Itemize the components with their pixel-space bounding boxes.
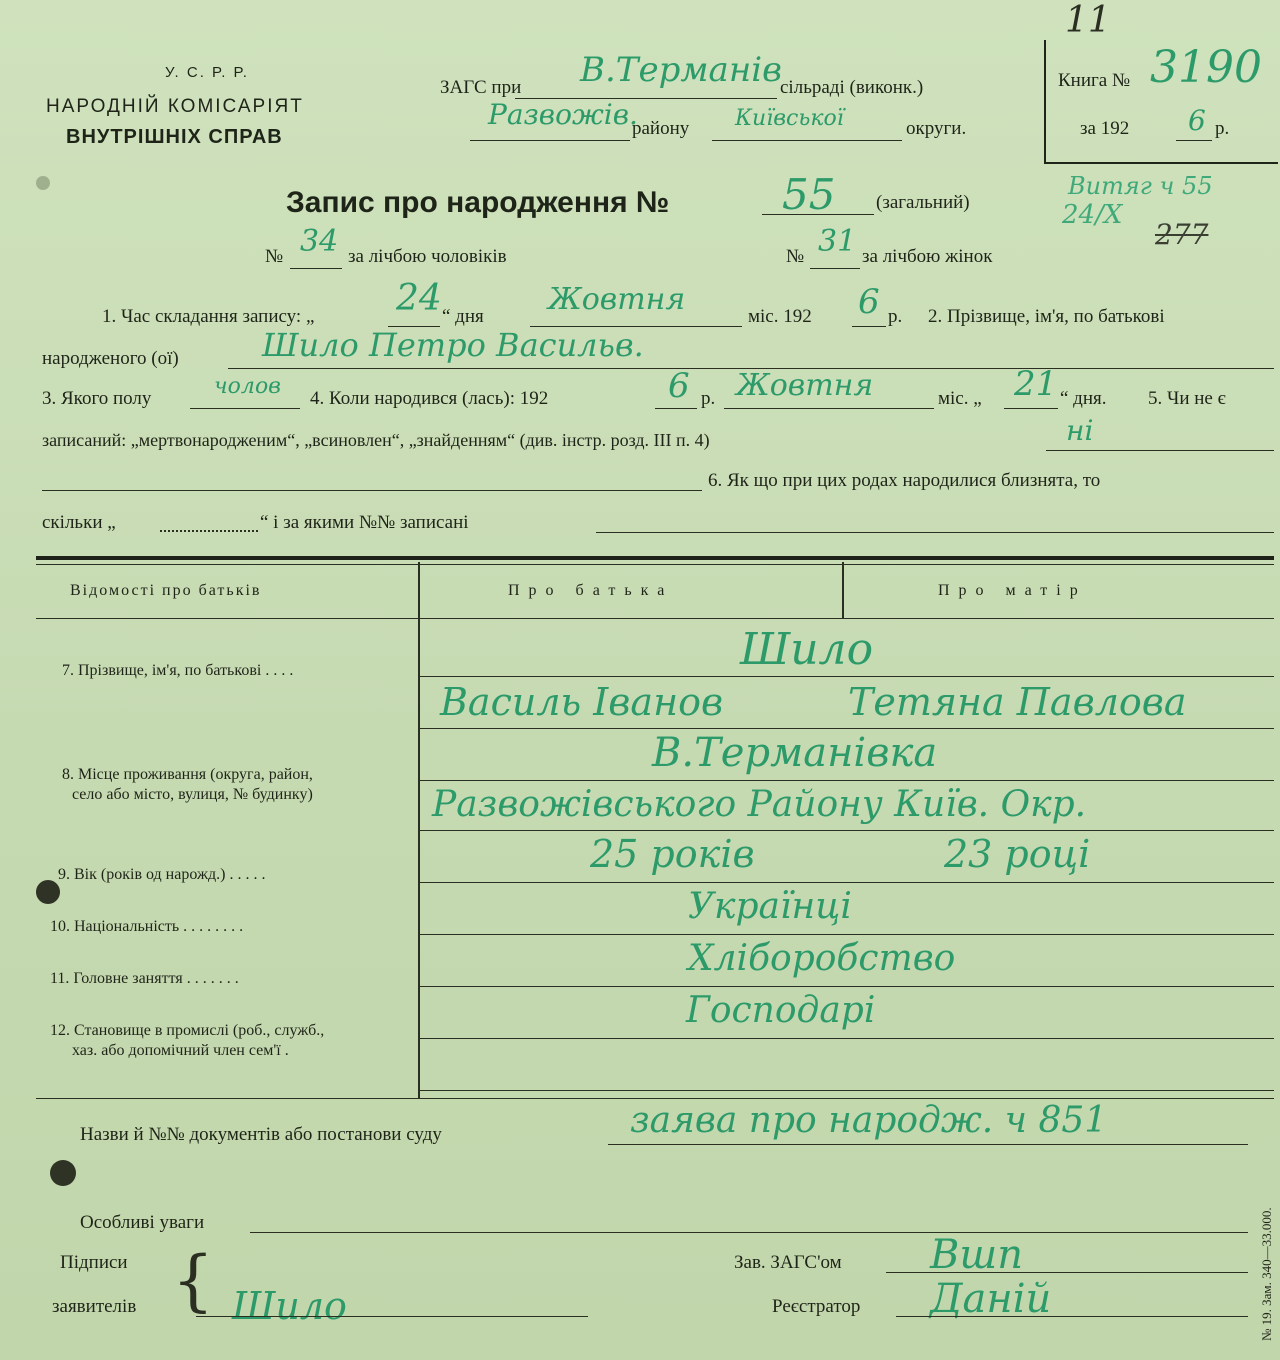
margin-note-line1: Витяг ч 55 bbox=[1068, 172, 1213, 200]
row8-label-b: село або місто, вулиця, № будинку) bbox=[72, 786, 313, 803]
field5-answer-handwritten: ні bbox=[1066, 414, 1094, 447]
zags-district-label: району bbox=[632, 118, 690, 139]
table-place-line1-handwritten: В.Терманівка bbox=[652, 730, 938, 776]
documents-handwritten: заява про народж. ч 851 bbox=[630, 1100, 1108, 1141]
book-mark-handwritten: 11 bbox=[1065, 0, 1111, 41]
registrar-line bbox=[896, 1316, 1248, 1317]
field4-day-label: “ дня. bbox=[1060, 388, 1107, 409]
field4-month-handwritten: Жовтня bbox=[736, 368, 874, 403]
table-row-line bbox=[420, 882, 1274, 883]
commissariat-heading: НАРОДНІЙ КОМІСАРІЯТ bbox=[46, 96, 304, 117]
table-row-line bbox=[420, 986, 1274, 987]
table-row-line bbox=[420, 934, 1274, 935]
ussr-heading: У. С. Р. Р. bbox=[165, 64, 249, 81]
zags-okrug-label: округи. bbox=[906, 118, 967, 139]
zags-district-line bbox=[470, 140, 630, 141]
table-father-name-handwritten: Василь Іванов bbox=[440, 680, 724, 724]
zags-district-handwritten: Развожів. bbox=[488, 98, 638, 131]
field3-line bbox=[190, 408, 300, 409]
binding-hole bbox=[36, 176, 50, 190]
men-count-prefix: № bbox=[265, 246, 284, 267]
table-header-rule bbox=[36, 618, 1274, 619]
row12-label-b: хаз. або допомічний член сем'ї . bbox=[72, 1042, 289, 1059]
row8-label-a: 8. Місце проживання (округа, район, bbox=[62, 766, 313, 783]
women-count-prefix: № bbox=[786, 246, 805, 267]
notes-line bbox=[250, 1232, 1248, 1233]
field6-line bbox=[596, 532, 1274, 533]
field3-sex-handwritten: чолов bbox=[214, 374, 281, 399]
women-count-line bbox=[810, 268, 860, 269]
registrar-signature-handwritten: Даній bbox=[930, 1276, 1052, 1322]
table-row-line bbox=[420, 830, 1274, 831]
book-year-line bbox=[1176, 140, 1212, 141]
row10-label: 10. Національність . . . . . . . . bbox=[50, 918, 244, 935]
men-count-line bbox=[290, 268, 342, 269]
table-mother-age-handwritten: 23 році bbox=[944, 832, 1091, 876]
table-place-line2-handwritten: Развожівського Району Київ. Окр. bbox=[432, 784, 1087, 825]
table-row-line bbox=[420, 780, 1274, 781]
book-year-handwritten: 6 bbox=[1188, 104, 1206, 137]
row7-label: 7. Прізвище, ім'я, по батькові . . . . bbox=[62, 662, 294, 679]
table-top-rule bbox=[36, 556, 1274, 560]
table-row-line bbox=[420, 1090, 1274, 1091]
table-row-line bbox=[420, 1038, 1274, 1039]
documents-label: Назви й №№ документів або постанови суду bbox=[80, 1124, 442, 1145]
field6-continuation-a: скільки „ bbox=[42, 512, 116, 533]
head-line bbox=[886, 1272, 1248, 1273]
margin-note-line2: 24/Х bbox=[1062, 200, 1123, 230]
signatures-brace: { bbox=[172, 1242, 214, 1319]
margin-note-line3: 277 bbox=[1155, 218, 1209, 251]
men-count-handwritten: 34 bbox=[300, 224, 339, 259]
field2-name-handwritten: Шило Петро Васильв. bbox=[262, 326, 644, 364]
table-surname-handwritten: Шило bbox=[740, 624, 874, 675]
field1-day-label: “ дня bbox=[442, 306, 484, 327]
table-nationality-handwritten: Українці bbox=[688, 886, 852, 927]
field1-year-label: р. bbox=[888, 306, 903, 327]
table-col-divider-2 bbox=[842, 562, 844, 618]
field1-year-line bbox=[852, 326, 886, 327]
documents-line bbox=[608, 1144, 1248, 1145]
table-status-handwritten: Господарі bbox=[686, 990, 876, 1031]
field6-count-line bbox=[160, 530, 258, 532]
field4-day-handwritten: 21 bbox=[1014, 364, 1058, 404]
table-header-father: Про батька bbox=[508, 582, 674, 599]
head-signature-handwritten: Вшп bbox=[930, 1232, 1024, 1278]
field4-label: 4. Коли народився (лась): 192 bbox=[310, 388, 549, 409]
signatures-label-a: Підписи bbox=[60, 1252, 128, 1273]
head-label: Зав. ЗАГС'ом bbox=[734, 1252, 842, 1273]
field5-line bbox=[1046, 450, 1274, 451]
signatures-label-b: заявителів bbox=[52, 1296, 137, 1317]
field5-label: 5. Чи не є bbox=[1148, 388, 1226, 409]
zags-okrug-line bbox=[712, 140, 902, 141]
print-code: № 19. Зам. 340—33.000. bbox=[1259, 1207, 1274, 1341]
field4-day-line bbox=[1004, 408, 1058, 409]
internal-affairs-heading: ВНУТРІШНІХ СПРАВ bbox=[66, 126, 283, 148]
binding-hole bbox=[36, 880, 60, 904]
field2-label: 2. Прізвище, ім'я, по батькові bbox=[928, 306, 1165, 327]
registrar-label: Реєстратор bbox=[772, 1296, 861, 1317]
table-occupation-handwritten: Хліборобство bbox=[688, 938, 956, 979]
table-row-line bbox=[420, 728, 1274, 729]
field4-year-label: р. bbox=[701, 388, 716, 409]
zags-label: ЗАГС при bbox=[440, 77, 522, 98]
zags-okrug-handwritten: Київської bbox=[735, 106, 844, 131]
field5-extra-line bbox=[42, 490, 702, 491]
table-father-age-handwritten: 25 років bbox=[590, 832, 755, 876]
field4-month-label: міс. „ bbox=[938, 388, 982, 409]
field2-continuation: народженого (ої) bbox=[42, 348, 179, 369]
record-number-handwritten: 55 bbox=[782, 170, 836, 219]
signatures-line bbox=[196, 1316, 588, 1317]
binding-hole bbox=[50, 1160, 76, 1186]
field1-year-handwritten: 6 bbox=[858, 282, 880, 322]
record-title: Запис про народження № bbox=[286, 186, 670, 219]
table-mother-name-handwritten: Тетяна Павлова bbox=[848, 680, 1187, 724]
table-top-rule-thin bbox=[36, 564, 1274, 565]
field1-month-label: міс. 192 bbox=[748, 306, 812, 327]
record-general-label: (загальний) bbox=[876, 192, 970, 213]
field4-month-line bbox=[724, 408, 934, 409]
field1-month-handwritten: Жовтня bbox=[548, 282, 686, 317]
book-label: Книга № bbox=[1058, 70, 1131, 91]
row12-label-a: 12. Становище в промислі (роб., служб., bbox=[50, 1022, 325, 1039]
field1-label: 1. Час складання запису: „ bbox=[102, 306, 315, 327]
row11-label: 11. Головне заняття . . . . . . . bbox=[50, 970, 239, 987]
field4-year-line bbox=[655, 408, 697, 409]
table-header-parents: Відомості про батьків bbox=[70, 582, 262, 599]
field5-continuation: записаний: „мертвонародженим“, „всиновлен“, „знайденням“ (див. інстр. розд. ІІІ п. 4) bbox=[42, 430, 710, 450]
record-number-line bbox=[762, 214, 874, 215]
notes-label: Особливі уваги bbox=[80, 1212, 205, 1233]
field3-label: 3. Якого полу bbox=[42, 388, 152, 409]
field1-day-handwritten: 24 bbox=[396, 278, 442, 319]
table-header-mother: Про матір bbox=[938, 582, 1087, 599]
zags-village-handwritten: В.Терманів bbox=[580, 50, 782, 90]
signatures-handwritten: Шило bbox=[232, 1284, 347, 1328]
table-bottom-rule bbox=[36, 1098, 1274, 1099]
field6-label: 6. Як що при цих родах народилися близнята, то bbox=[708, 470, 1101, 491]
field6-continuation-b: “ і за якими №№ записані bbox=[260, 512, 469, 533]
book-number-handwritten: 3190 bbox=[1150, 42, 1262, 93]
women-count-handwritten: 31 bbox=[818, 224, 857, 259]
book-year-prefix: за 192 bbox=[1080, 118, 1130, 139]
row9-label: 9. Вік (років од нарожд.) . . . . . bbox=[58, 866, 266, 883]
men-count-label: за лічбою чоловіків bbox=[348, 246, 507, 267]
zags-council-label: сільраді (виконк.) bbox=[780, 77, 924, 98]
field4-year-handwritten: 6 bbox=[668, 366, 690, 406]
women-count-label: за лічбою жінок bbox=[862, 246, 993, 267]
book-year-suffix: р. bbox=[1215, 118, 1230, 139]
table-row-line bbox=[420, 676, 1274, 677]
